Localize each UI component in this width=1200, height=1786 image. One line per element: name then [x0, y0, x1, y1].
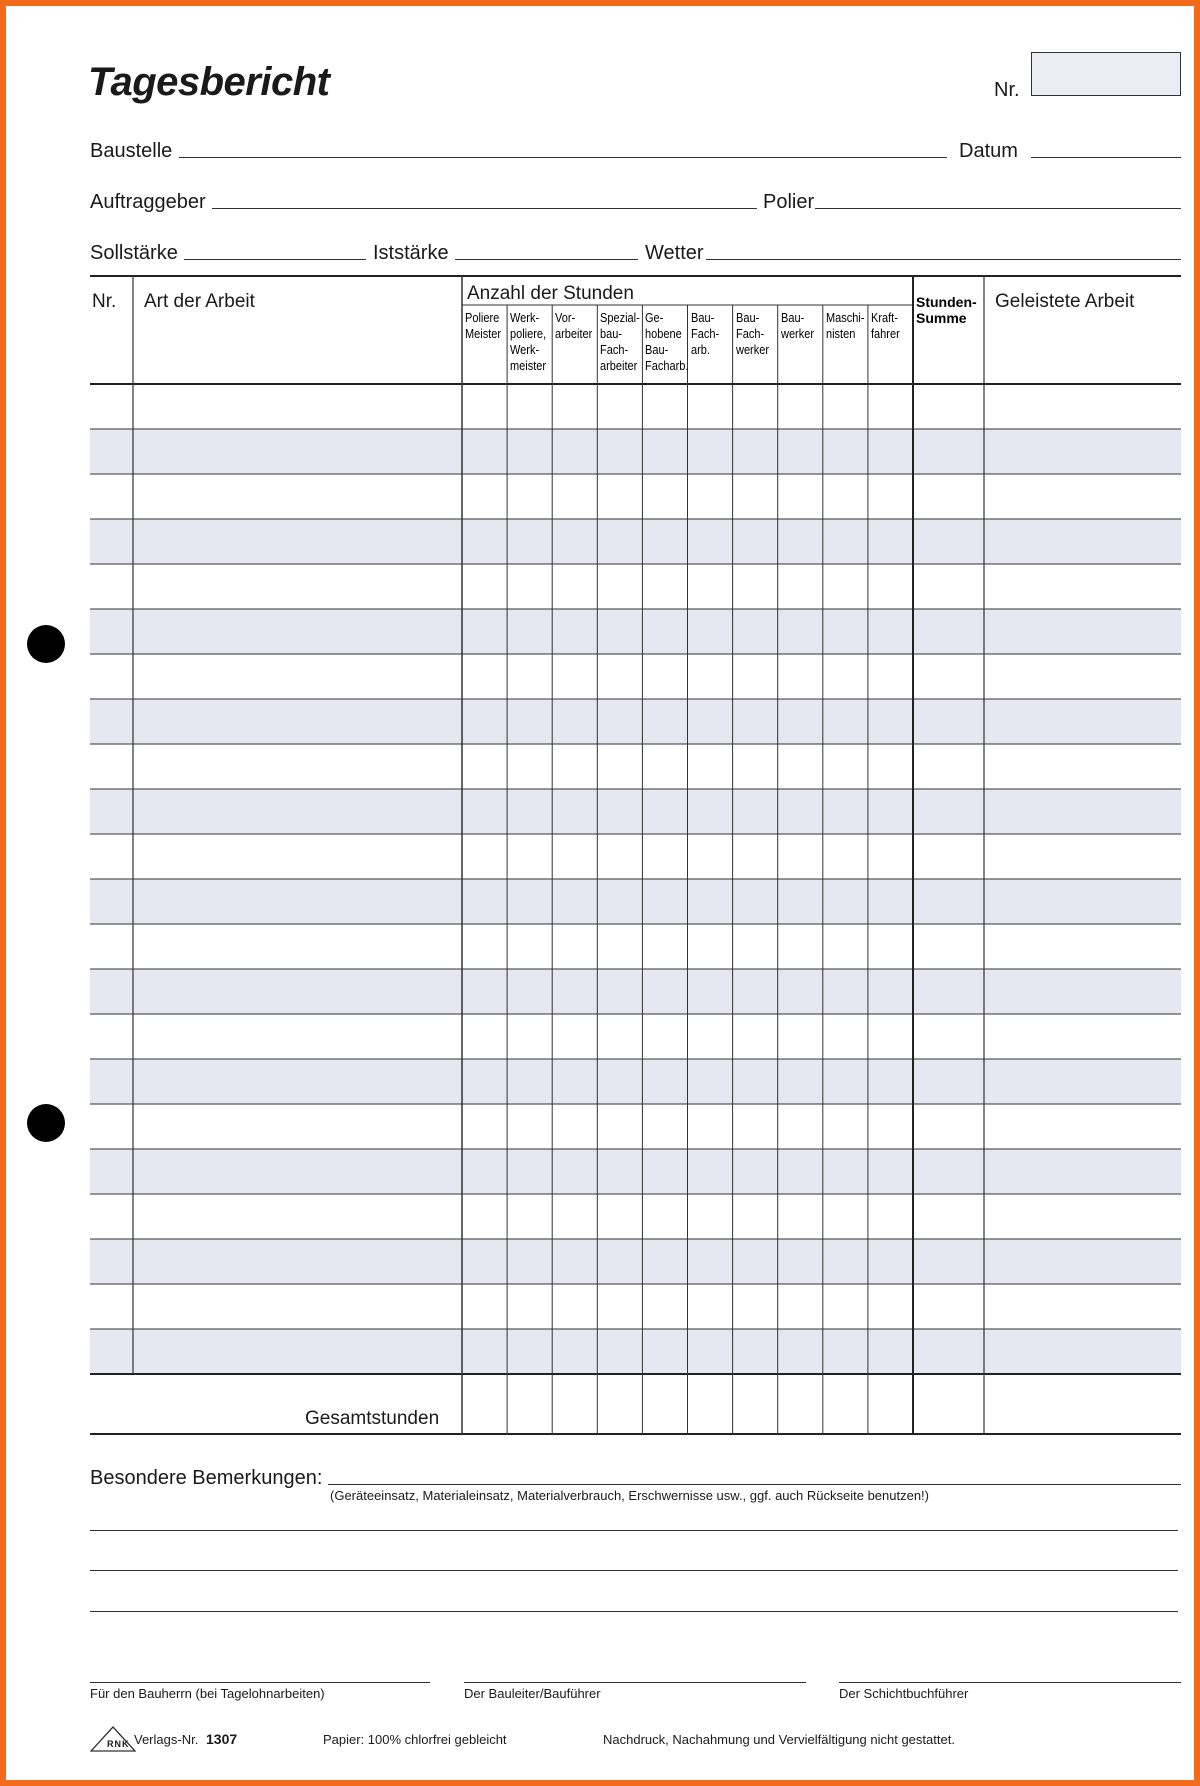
copyright-note: Nachdruck, Nachahmung und Vervielfältigung nicht gestattet. [603, 1732, 955, 1747]
col-header-geleistete-arbeit: Geleistete Arbeit [995, 291, 1135, 312]
col-header-sub: Bau- Fach- werker [735, 311, 769, 357]
auftraggeber-label: Auftraggeber [90, 191, 206, 213]
remarks-line[interactable] [90, 1611, 1178, 1612]
logo-text: RNK [107, 1739, 130, 1749]
signature-line-bauherr[interactable] [90, 1682, 430, 1683]
col-header-sub: Ge- hobene Bau- Facharb. [645, 311, 689, 373]
col-header-stunden-summe: Stunden- Summe [916, 294, 977, 326]
polier-label: Polier [763, 191, 815, 213]
col-header-sub: Werk- poliere, Werk- meister [510, 311, 547, 373]
col-header-sub: Vor- arbeiter [555, 311, 593, 341]
paper-note: Papier: 100% chlorfrei gebleicht [323, 1732, 507, 1747]
table-row-shading [90, 519, 1181, 564]
col-header-anzahl-stunden: Anzahl der Stunden [467, 283, 634, 304]
total-hours-label: Gesamtstunden [305, 1408, 440, 1429]
remarks-line[interactable] [90, 1530, 1178, 1531]
datum-label: Datum [959, 140, 1018, 162]
remarks-line[interactable] [328, 1484, 1181, 1485]
table-row-shading [90, 789, 1181, 834]
col-header-sub: Poliere Meister [465, 311, 502, 341]
table-row-shading [90, 1239, 1181, 1284]
wetter-label: Wetter [645, 242, 704, 264]
signature-label-bauherr: Für den Bauherrn (bei Tagelohnarbeiten) [90, 1686, 325, 1701]
signature-line-bauleiter[interactable] [464, 1682, 806, 1683]
number-label: Nr. [994, 79, 1020, 101]
col-header-sub: Spezial- bau- Fach- arbeiter [600, 311, 641, 373]
col-header-nr: Nr. [92, 291, 117, 312]
col-header-sub: Kraft- fahrer [870, 311, 900, 341]
table-row-shading [90, 1059, 1181, 1104]
remarks-hint: (Geräteeinsatz, Materialeinsatz, Materialverbrauch, Erschwernisse usw., ggf. auch Rückseite benutzen!) [330, 1488, 929, 1503]
table-row-shading [90, 969, 1181, 1014]
table-row-shading [90, 699, 1181, 744]
signature-label-bauleiter: Der Bauleiter/Bauführer [464, 1686, 601, 1701]
col-header-art: Art der Arbeit [144, 291, 255, 312]
table-row-shading [90, 879, 1181, 924]
verlags-number: 1307 [206, 1731, 238, 1747]
verlags-prefix: Verlags-Nr. [134, 1732, 199, 1747]
remarks-line[interactable] [90, 1570, 1178, 1571]
col-header-sub: Maschi- nisten [825, 311, 865, 341]
table-row-shading [90, 429, 1181, 474]
sollstaerke-label: Sollstärke [90, 242, 178, 264]
col-header-sub: Bau- Fach- arb. [690, 311, 719, 357]
remarks-label: Besondere Bemerkungen: [90, 1467, 323, 1489]
form-title: Tagesbericht [88, 60, 330, 104]
signature-line-schichtbuchfuehrer[interactable] [839, 1682, 1181, 1683]
signature-label-schichtbuchfuehrer: Der Schichtbuchführer [839, 1686, 969, 1701]
table-row-shading [90, 1149, 1181, 1194]
iststaerke-label: Iststärke [373, 242, 449, 264]
table-row-shading [90, 1329, 1181, 1374]
table-row-shading [90, 609, 1181, 654]
col-header-sub: Bau- werker [780, 311, 814, 341]
baustelle-label: Baustelle [90, 140, 173, 162]
